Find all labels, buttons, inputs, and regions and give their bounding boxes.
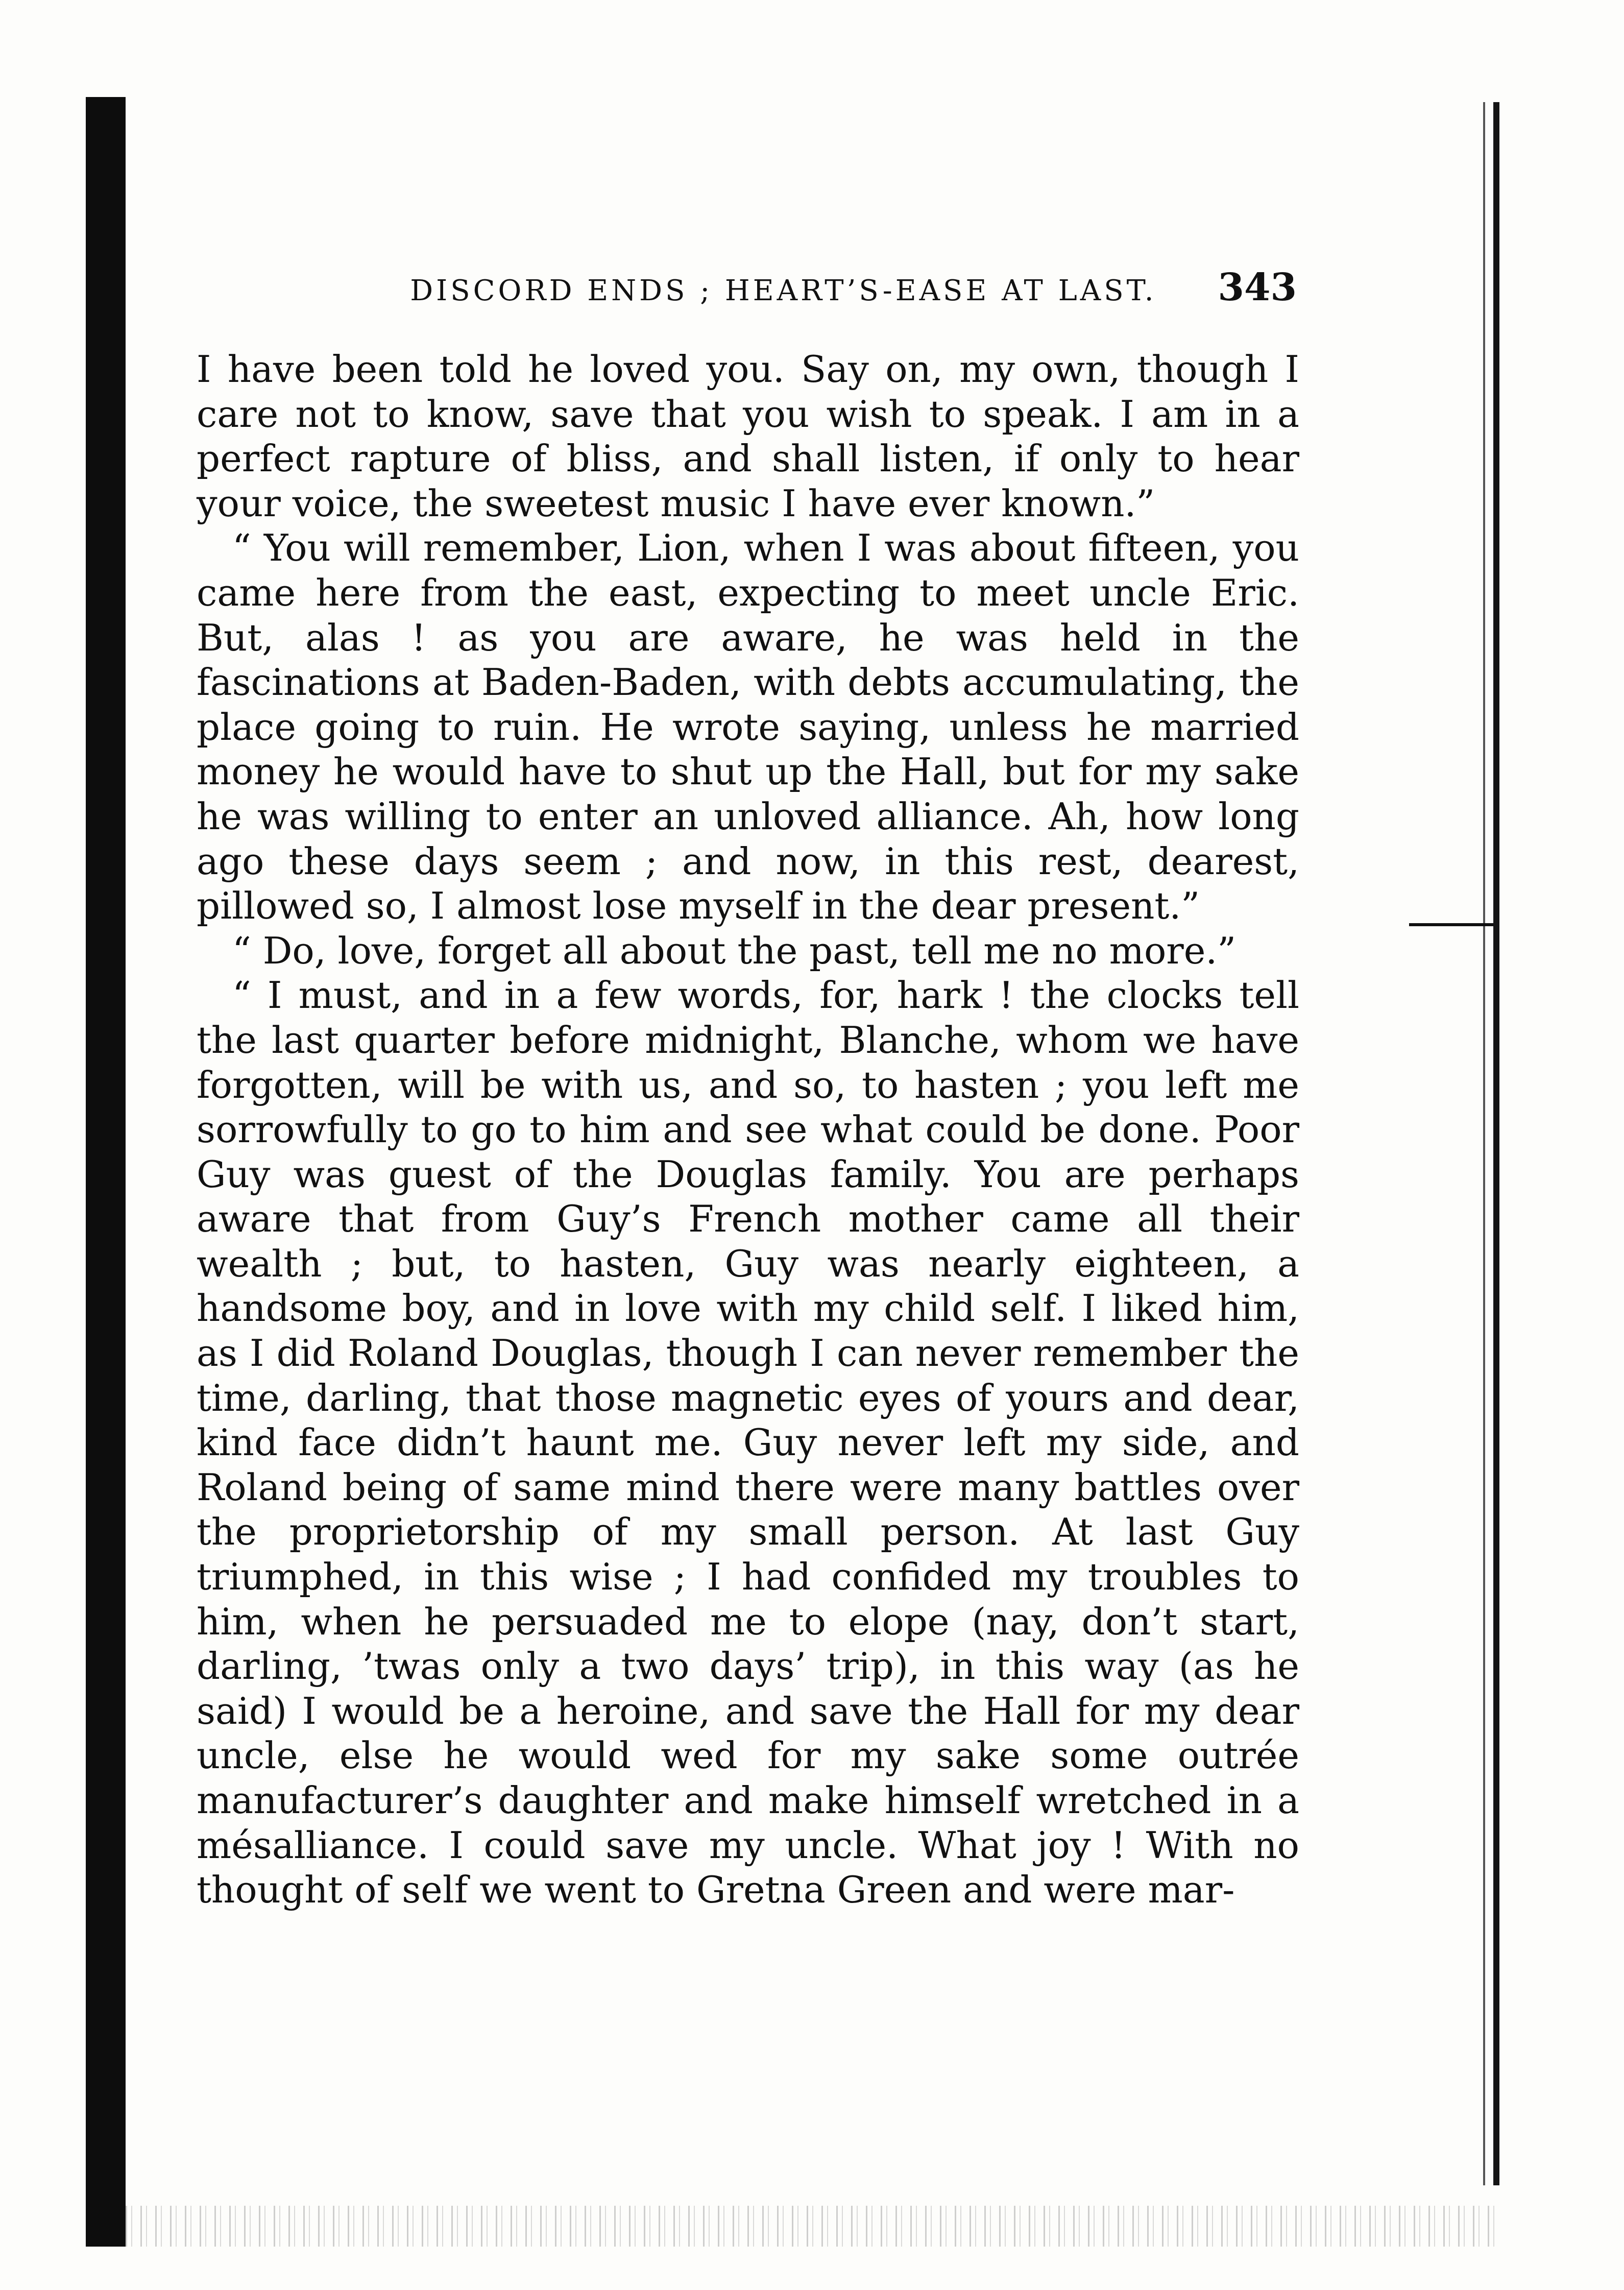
page-number: 343: [1218, 266, 1297, 309]
paragraph: “ I must, and in a few words, for, hark ! the clocks tell the last quarter before midnight, Blanche, whom we have forgotten, will be with us, and so, to hasten ; you left me sorrowfully to go to him and see what could be done. Poor Guy was guest of the Douglas family. You are perhaps aware that from Guy’s French mother came all their wealth ; but, to hasten, Guy was nearly eighteen, a handsome boy, and in love with my child self. I liked him, as I did Roland Douglas, though I can never remember the time, darling, that those magnetic eyes of yours and dear, kind face didn’t haunt me. Guy never left my side, and Roland being of same mind there were many battles over the proprietorship of my small person. At last Guy triumphed, in this wise ; I had confided my troubles to him, when he persuaded me to elope (nay, don’t start, darling, ’twas only a two days’ trip), in this way (as he said) I would be a heroine, and save the Hall for my dear uncle, else he would wed for my sake some outrée manufacturer’s daughter and make himself wretched in a mésalliance. I could save my uncle. What joy ! With no thought of self we went to Gretna Green and were mar-: [197, 974, 1299, 1912]
paragraph: “ You will remember, Lion, when I was about fifteen, you came here from the east, expecting to meet uncle Eric. But, alas ! as you are aware, he was held in the fascinations at Baden-Baden, with debts accumulating, the place going to ruin. He wrote saying, unless he married money he would have to shut up the Hall, but for my sake he was willing to enter an unloved alliance. Ah, how long ago these days seem ; and now, in this rest, dearest, pillowed so, I almost lose myself in the dear present.”: [197, 526, 1299, 928]
margin-mark: [1409, 923, 1493, 926]
running-title: DISCORD ENDS ; HEART’S-EASE AT LAST.: [410, 274, 1157, 307]
running-head: [199, 266, 1297, 309]
paragraph: I have been told he loved you. Say on, my own, though I care not to know, save that you wish to speak. I am in a perfect rapture of bliss, and shall listen, if only to hear your voice, the sweetest music I have ever known.”: [197, 348, 1299, 525]
paragraph: “ Do, love, forget all about the past, tell me no more.”: [232, 929, 1237, 972]
binding-shadow: [86, 97, 126, 2247]
body-text: [197, 347, 1299, 1913]
right-edge-line: [1493, 102, 1499, 2185]
bottom-edge-speckle: [126, 2206, 1499, 2247]
right-edge-line-thin: [1483, 102, 1485, 2185]
